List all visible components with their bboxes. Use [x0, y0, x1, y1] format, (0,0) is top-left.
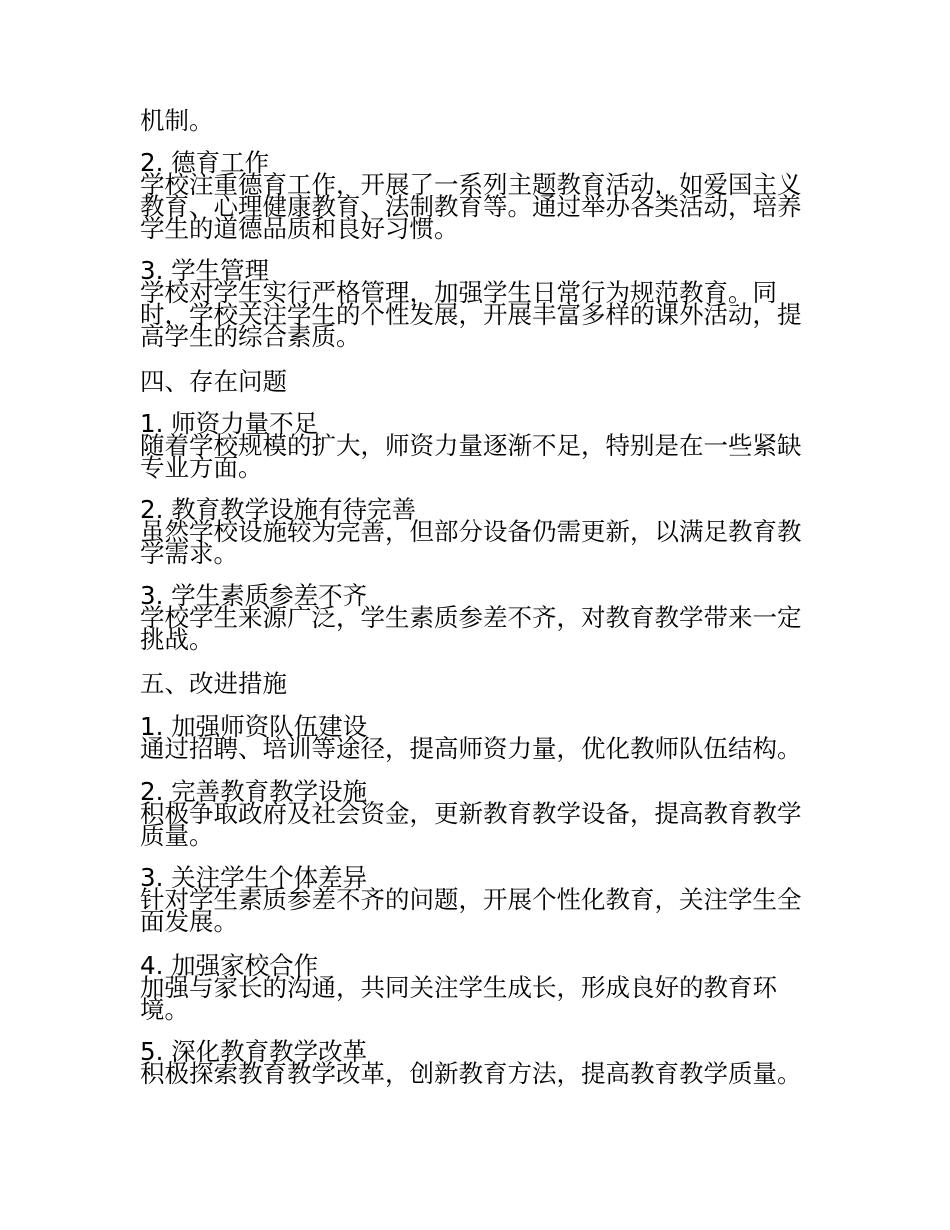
- section-heading-moral-education: 2. 德育工作: [140, 148, 270, 177]
- problem-body-3: [140, 603, 802, 654]
- measure-body-4: [140, 973, 777, 1024]
- measure-heading-1: 1. 加强师资队伍建设: [140, 712, 368, 741]
- body-line: 学生的道德品质和良好习惯。: [140, 214, 459, 243]
- body-line: 境。: [140, 995, 189, 1024]
- body-line: 学校对学生实行严格管理，加强学生日常行为规范教育。同: [140, 278, 777, 307]
- measure-body-5: [140, 1059, 802, 1088]
- body-line: 挑战。: [140, 625, 214, 654]
- body-line: 积极探索教育教学改革，创新教育方法，提高教育教学质量。: [140, 1059, 802, 1088]
- body-line: 虽然学校设施较为完善，但部分设备仍需更新，以满足教育教: [140, 517, 802, 546]
- body-line: 通过招聘、培训等途径，提高师资力量，优化教师队伍结构。: [140, 734, 802, 763]
- problem-heading-3: 3. 学生素质参差不齐: [140, 581, 368, 610]
- body-line: 质量。: [140, 821, 214, 850]
- problem-body-2: [140, 517, 802, 568]
- measure-heading-2: 2. 完善教育教学设施: [140, 777, 368, 806]
- measure-body-1: [140, 734, 802, 763]
- measure-heading-5: 5. 深化教育教学改革: [140, 1037, 368, 1066]
- measure-heading-4: 4. 加强家校合作: [140, 951, 319, 980]
- body-line: 加强与家长的沟通，共同关注学生成长，形成良好的教育环: [140, 973, 777, 1002]
- problem-heading-2: 2. 教育教学设施有待完善: [140, 495, 417, 524]
- part-title-improvement-measures: 五、改进措施: [140, 669, 287, 698]
- body-line: 学需求。: [140, 539, 238, 568]
- section-heading-student-management: 3. 学生管理: [140, 256, 270, 285]
- body-line: 学校学生来源广泛，学生素质参差不齐，对教育教学带来一定: [140, 603, 802, 632]
- measure-body-3: [140, 885, 802, 936]
- body-line: 高学生的综合素质。: [140, 322, 361, 351]
- measure-body-2: [140, 799, 802, 850]
- measure-heading-3: 3. 关注学生个体差异: [140, 863, 368, 892]
- body-line: 面发展。: [140, 907, 238, 936]
- section-body-student-management: [140, 278, 802, 351]
- body-line: 教育、心理健康教育、法制教育等。通过举办各类活动，培养: [140, 192, 802, 221]
- body-line: 学校注重德育工作，开展了一系列主题教育活动，如爱国主义: [140, 170, 802, 199]
- section-body-moral-education: [140, 170, 802, 243]
- body-line: 随着学校规模的扩大，师资力量逐渐不足，特别是在一些紧缺: [140, 431, 802, 460]
- part-title-existing-problems: 四、存在问题: [140, 367, 287, 396]
- intro-tail-text: 机制。: [140, 106, 214, 135]
- body-line: 专业方面。: [140, 453, 263, 482]
- body-line: 积极争取政府及社会资金，更新教育教学设备，提高教育教学: [140, 799, 802, 828]
- body-line: 时，学校关注学生的个性发展，开展丰富多样的课外活动，提: [140, 300, 802, 329]
- problem-body-1: [140, 431, 802, 482]
- problem-heading-1: 1. 师资力量不足: [140, 409, 319, 438]
- body-line: 针对学生素质参差不齐的问题，开展个性化教育，关注学生全: [140, 885, 802, 914]
